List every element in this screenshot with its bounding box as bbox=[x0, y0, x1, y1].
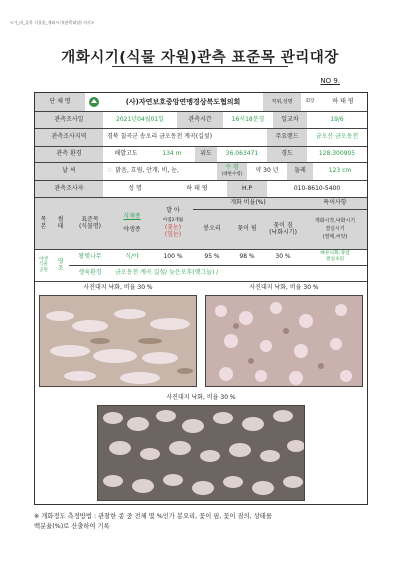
date-label: 관측조사일 bbox=[35, 111, 103, 128]
row-remarks: 빠른낙화,양엽 결실초읽 bbox=[320, 251, 350, 262]
longitude-value: 128.300905 bbox=[318, 150, 356, 158]
note-line-1: ※ 개화정도 측정방법 : 관찰한 종 중 전체 몇 %인가 봉오리, 꽃이 핌, 꽃이 짐의, 상태를 bbox=[34, 513, 272, 520]
row-env-value: 금오동천 계곡 길섶/ 늦은오후(햇그늘) / bbox=[115, 269, 219, 277]
row-bloom-ratio: 98 % bbox=[239, 253, 255, 261]
grid-line bbox=[35, 281, 367, 282]
org-label: 단 체 명 bbox=[35, 93, 85, 111]
col-header-planted: 식재종 bbox=[123, 212, 141, 220]
tree-age-value: 약 30 년 bbox=[255, 167, 279, 175]
col-header-species-type bbox=[111, 197, 153, 249]
photo-caption-1: 사진대지 낙화, 비율 30 % bbox=[83, 283, 153, 291]
col-header-leaf-bud: (잎눈) bbox=[164, 231, 182, 239]
row-bud-open-ratio: 95 % bbox=[204, 253, 220, 261]
col-header-remarks-2: 결실시기 bbox=[325, 225, 345, 232]
landmark-value: 금오산 금오동천 bbox=[315, 133, 359, 141]
form-code: <가_바_골목 식물종_개화시기(관측대장) 서식> bbox=[10, 20, 95, 25]
record-sheet bbox=[34, 92, 368, 505]
org-name: (사)자연보호중앙연맹경상북도협의회 bbox=[125, 97, 241, 106]
tree-age-sub: (대한수령) bbox=[221, 171, 243, 177]
observation-time: 16시18분경 bbox=[231, 115, 265, 123]
col-header-remarks: 특이사항 bbox=[303, 197, 367, 209]
grid-line bbox=[35, 162, 367, 163]
weather-value: 맑음, 흐림, 안개, 비, 눈, bbox=[115, 167, 179, 175]
col-header-fall-sub: (낙화시기) bbox=[269, 229, 297, 236]
col-header-flowering-ratio: 개화 비율(%) bbox=[193, 197, 303, 209]
row-env-label: 생육환경 bbox=[78, 269, 102, 277]
head-name: 하 태 평 bbox=[332, 98, 354, 106]
col-header-remarks-1: 개화시작,낙화시기 bbox=[314, 217, 356, 224]
page-title: 개화시기(식물 자원)관측 표준목 관리대장 bbox=[61, 50, 339, 66]
head-role: 회장 bbox=[305, 99, 315, 105]
col-header-budding bbox=[153, 197, 193, 249]
weather-options bbox=[103, 162, 217, 180]
region-label: 관측조사지역 bbox=[35, 128, 103, 146]
col-header-flower-bud: (꽃눈) bbox=[164, 223, 182, 231]
col-header-mokbon: 목 본 bbox=[35, 197, 52, 249]
landmark-label: 주요랜드 bbox=[267, 128, 307, 146]
photo-fallen-petals-1 bbox=[39, 295, 197, 387]
note-line-2: 백분율(%)로 산출하여 기록 bbox=[34, 522, 110, 530]
col-header-remarks-3: (열매,씨앗) bbox=[322, 234, 348, 241]
temp-range-label: 일교차 bbox=[273, 111, 307, 128]
row-species-type: 식/야 bbox=[125, 253, 139, 261]
col-header-standard-tree: 표준목 (식물명) bbox=[69, 197, 111, 249]
row-sse-value: 영 조 bbox=[57, 257, 64, 272]
measurement-note bbox=[34, 512, 272, 532]
tree-age-label bbox=[217, 162, 247, 180]
row-standard-tree: 왕벚나무 bbox=[78, 253, 102, 261]
girth-label: 둘레 bbox=[287, 162, 313, 180]
observation-date: 2021년04월01일 bbox=[116, 115, 164, 123]
grid-line bbox=[35, 249, 367, 250]
head-label: 직위,성명 bbox=[263, 93, 301, 111]
time-label: 관측시간 bbox=[177, 111, 223, 128]
col-header-sse: 썸 태 bbox=[52, 197, 69, 249]
env-label: 관측 환경 bbox=[35, 146, 103, 162]
name-label: 성 명 bbox=[128, 184, 142, 192]
photo-fallen-petals-3 bbox=[97, 405, 305, 501]
girth-value: 123 cm bbox=[328, 167, 352, 175]
org-emblem-icon bbox=[85, 93, 103, 111]
col-header-bud-open: 봉오리 bbox=[193, 209, 231, 249]
observer-name: 하 태 평 bbox=[186, 184, 208, 192]
grid-line bbox=[35, 128, 367, 129]
observer-label: 관측조사자 bbox=[35, 180, 103, 197]
weather-label: 날 씨 bbox=[35, 162, 103, 180]
altitude-label: 해발고도 bbox=[114, 150, 138, 158]
grid-line bbox=[35, 197, 367, 198]
tree-age-title: 수 령 bbox=[225, 164, 239, 172]
grid-line bbox=[69, 265, 367, 266]
photo-fallen-petals-2 bbox=[205, 295, 363, 387]
grid-line bbox=[35, 146, 367, 147]
title-underline bbox=[112, 66, 288, 67]
col-header-wild: 야생종 bbox=[123, 226, 141, 233]
row-side-label: 야생 식물 공원 bbox=[39, 256, 48, 273]
photo-caption-2: 사진대지 낙화, 비율 30 % bbox=[249, 283, 319, 291]
col-header-fall bbox=[263, 209, 303, 249]
phone-value: 010-8610-5400 bbox=[293, 184, 341, 192]
grid-line bbox=[35, 111, 367, 112]
col-header-bud-sub: 아접2개월 bbox=[162, 217, 184, 223]
phone-label: H.P bbox=[227, 180, 267, 197]
col-header-remarks-detail bbox=[303, 209, 367, 249]
row-bud-ratio: 100 % bbox=[163, 253, 183, 261]
grid-line bbox=[193, 209, 367, 210]
latitude-value: 36.063471 bbox=[225, 150, 259, 158]
grid-line bbox=[35, 180, 367, 181]
longitude-label: 경도 bbox=[267, 146, 307, 162]
col-header-fall-title: 꽃이 짐 bbox=[273, 221, 293, 229]
altitude-value: 134 m bbox=[162, 150, 182, 158]
latitude-label: 위도 bbox=[195, 146, 217, 162]
temp-range-value: 19/6 bbox=[330, 115, 344, 123]
photo-caption-3: 사진대지 낙화, 비율 30 % bbox=[166, 393, 236, 401]
col-header-bloom: 꽃이 핌 bbox=[231, 209, 263, 249]
weather-check-icon: ☞ bbox=[107, 167, 113, 175]
row-fall-ratio: 30 % bbox=[275, 253, 291, 261]
region-value: 경북 칠곡군 송오리 금오동천 계곡(길섶) bbox=[107, 133, 213, 141]
col-header-bud-title: 발 아 bbox=[166, 207, 180, 215]
record-number: NO 9. bbox=[320, 77, 340, 85]
